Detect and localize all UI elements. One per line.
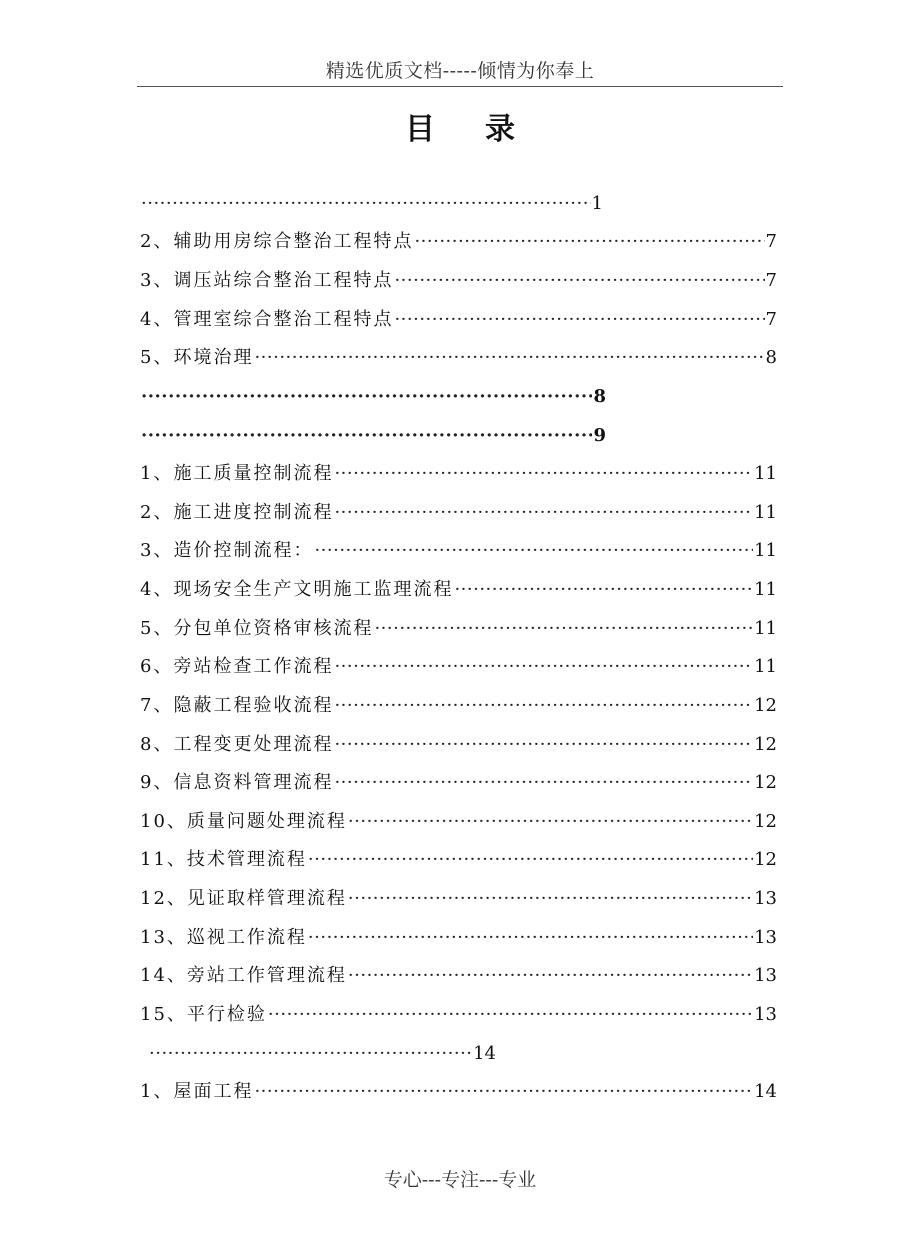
toc-entry-page: 12 [754,849,777,870]
toc-entry-page: 12 [754,772,777,793]
toc-leader [254,1078,753,1106]
toc-entry-page: 11 [754,618,777,639]
toc-leader [254,344,764,372]
toc-entry-label: 14、旁站工作管理流程 [140,965,347,986]
toc-entry-page: 11 [754,579,777,600]
toc-leader [374,615,753,643]
toc-entry-label: 5、环境治理 [140,347,254,368]
toc-leader [149,1040,472,1068]
toc-entry-label: 5、分包单位资格审核流程 [140,618,374,639]
toc-entry-page: 12 [754,734,777,755]
toc-entry-page: 14 [754,1081,777,1102]
toc-leader [394,306,764,334]
toc-entry[interactable] [140,344,777,372]
toc-leader [334,692,753,720]
toc-entry-page: 13 [754,888,777,909]
toc-entry-page: 7 [765,231,777,252]
toc-entry-page: 11 [754,463,777,484]
toc-leader [348,962,753,990]
toc-entry-page: 13 [754,1004,777,1025]
toc-entry-page: 14 [473,1043,496,1064]
page-footer: 专心---专注---专业 [383,1169,537,1191]
toc-entry-label: 11、技术管理流程 [140,849,307,870]
toc-entry[interactable] [140,1078,777,1106]
toc-leader [394,267,764,295]
toc-entry[interactable] [140,267,777,295]
toc-entry[interactable] [140,615,777,643]
toc-entry-label: 12、见证取样管理流程 [140,888,347,909]
toc-entry[interactable] [140,653,777,681]
toc-entry-page: 13 [754,927,777,948]
toc-entry-page: 11 [754,540,777,561]
toc-leader [414,228,764,256]
toc-entry-page: 12 [754,695,777,716]
toc-entry[interactable] [140,460,777,488]
toc-entry[interactable] [140,731,777,759]
toc-entry[interactable] [140,576,777,604]
toc-entry[interactable] [140,1001,777,1029]
toc-entry-page: 11 [754,656,777,677]
toc-leader [141,190,591,218]
toc-title: 目录 [405,112,565,147]
toc-entry-label: 3、调压站综合整治工程特点 [140,270,394,291]
toc-leader [141,383,592,411]
toc-entry[interactable] [140,769,777,797]
toc-entry-label: 7、隐蔽工程验收流程 [140,695,334,716]
toc-entry[interactable] [140,885,777,913]
toc-entry-page: 1 [591,193,603,214]
toc-entry-page: 8 [765,347,777,368]
toc-leader [348,808,753,836]
toc-leader [454,576,753,604]
toc-entry-label: 1、屋面工程 [140,1081,254,1102]
toc-entry[interactable] [140,808,777,836]
toc-entry-label: 6、旁站检查工作流程 [140,656,334,677]
toc-leader [141,422,592,450]
toc-entry-page: 7 [765,309,777,330]
toc-entry[interactable] [140,190,603,218]
toc-entry[interactable] [140,306,777,334]
toc-entry-page: 9 [593,425,606,446]
toc-entry[interactable] [140,924,777,952]
toc-entry-label: 2、辅助用房综合整治工程特点 [140,231,414,252]
toc-entry-label: 4、现场安全生产文明施工监理流程 [140,579,454,600]
toc-entry-label: 3、造价控制流程： [140,540,314,561]
toc-entry-label: 8、工程变更处理流程 [140,734,334,755]
header-divider [137,86,783,87]
toc-entry-page: 8 [593,386,606,407]
toc-leader [308,924,753,952]
toc-entry[interactable] [140,228,777,256]
toc-leader [334,460,753,488]
toc-entry[interactable] [140,537,777,565]
toc-entry[interactable] [140,422,606,450]
toc-entry-page: 12 [754,811,777,832]
toc-entry[interactable] [140,962,777,990]
page-header: 精选优质文档-----倾情为你奉上 [325,60,595,82]
toc-entry-page: 7 [765,270,777,291]
toc-entry-label: 9、信息资料管理流程 [140,772,334,793]
toc-leader [348,885,753,913]
toc-leader [334,499,753,527]
toc-leader [334,731,753,759]
toc-entry-label: 4、管理室综合整治工程特点 [140,309,394,330]
toc-entry[interactable] [140,846,777,874]
toc-leader [334,653,753,681]
toc-entry[interactable] [148,1040,496,1068]
toc-leader [334,769,753,797]
toc-entry-label: 10、质量问题处理流程 [140,811,347,832]
toc-entry-label: 15、平行检验 [140,1004,267,1025]
toc-leader [314,537,753,565]
toc-leader [268,1001,753,1029]
toc-entry[interactable] [140,499,777,527]
toc-entry-page: 11 [754,502,777,523]
toc-leader [308,846,753,874]
toc-entry-label: 2、施工进度控制流程 [140,502,334,523]
toc-entry[interactable] [140,692,777,720]
toc-entry[interactable] [140,383,606,411]
toc-entry-label: 13、巡视工作流程 [140,927,307,948]
toc-entry-page: 13 [754,965,777,986]
toc-entry-label: 1、施工质量控制流程 [140,463,334,484]
